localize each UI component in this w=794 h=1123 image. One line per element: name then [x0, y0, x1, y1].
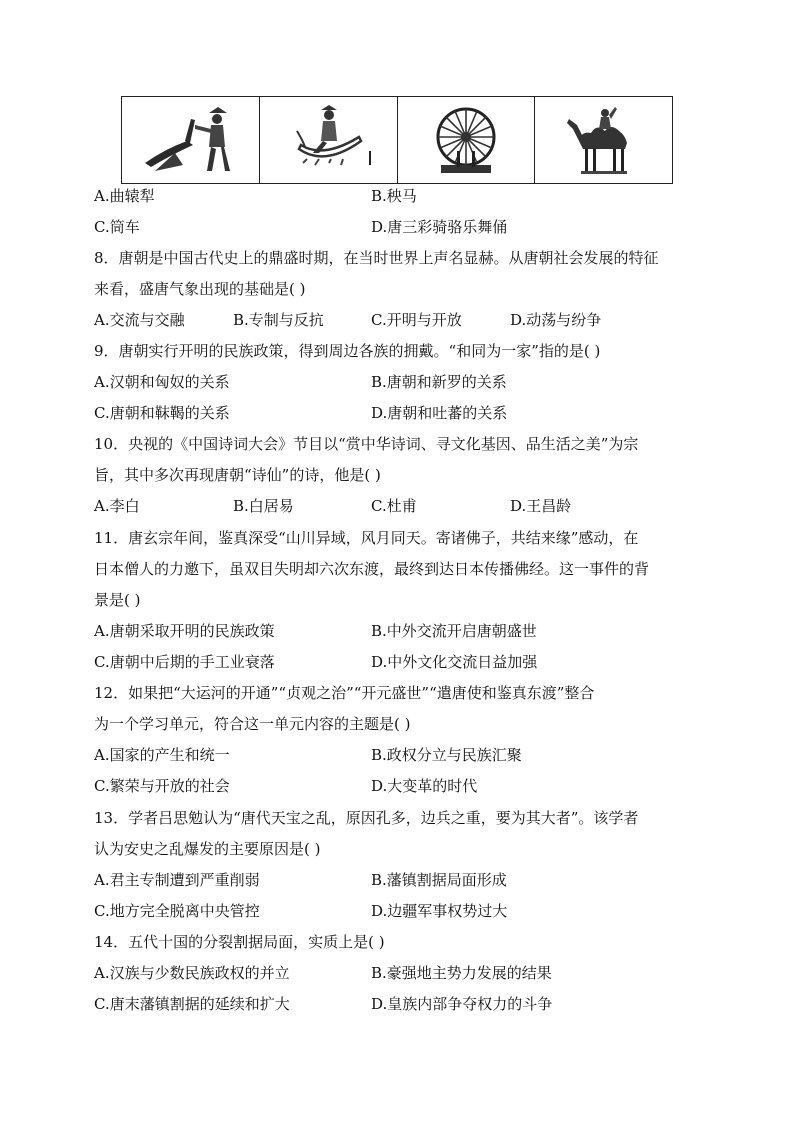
- q13-stem-line-2: 认为安史之乱爆发的主要原因是( ): [94, 840, 321, 858]
- q11-stem-line-1: 11．唐玄宗年间，鉴真深受“山川异域，风月同天。寄诸佛子，共结来缘”感动，在: [94, 529, 639, 547]
- q12-options-row-1: [94, 744, 704, 766]
- q9-stem-line-1: 9．唐朝实行开明的民族政策，得到周边各族的拥戴。“和同为一家”指的是( ): [94, 342, 601, 360]
- q13-stem-line-1: 13．学者吕思勉认为“唐代天宝之乱，原因孔多，边兵之重，要为其大者”。该学者: [94, 809, 639, 827]
- q13-option-d[interactable]: D.边疆军事权势过大: [371, 902, 508, 920]
- q13-option-c[interactable]: C.地方完全脱离中央管控: [94, 902, 260, 920]
- q12-option-d[interactable]: D.大变革的时代: [371, 777, 478, 795]
- q7-option-a[interactable]: A.曲辕犁: [94, 187, 155, 205]
- q8-stem-line-1: 8．唐朝是中国古代史上的鼎盛时期，在当时世界上声名显赫。从唐朝社会发展的特征: [94, 249, 659, 267]
- q9-option-b[interactable]: B.唐朝和新罗的关系: [371, 373, 507, 391]
- q14-option-a[interactable]: A.汉族与少数民族政权的并立: [94, 964, 290, 982]
- q13-options-row-2: [94, 900, 704, 922]
- q9-option-a[interactable]: A.汉朝和匈奴的关系: [94, 373, 230, 391]
- q9-option-c[interactable]: C.唐朝和靺鞨的关系: [94, 404, 230, 422]
- q7-option-c[interactable]: C.筒车: [94, 218, 140, 236]
- q14-stem-line-1: 14．五代十国的分裂割据局面，实质上是( ): [94, 933, 385, 951]
- q8-stem-line-2: 来看，盛唐气象出现的基础是( ): [94, 280, 306, 298]
- q11-option-b[interactable]: B.中外交流开启唐朝盛世: [371, 622, 537, 640]
- q14-options-row-1: [94, 962, 704, 984]
- q7-option-d[interactable]: D.唐三彩骑骆乐舞俑: [371, 218, 508, 236]
- q14-options-row-2: [94, 993, 704, 1015]
- q12-stem-line-1: 12．如果把“大运河的开通”“贞观之治”“开元盛世”“遣唐使和鉴真东渡”整合: [94, 684, 595, 702]
- q12-option-b[interactable]: B.政权分立与民族汇聚: [371, 746, 522, 764]
- q11-stem-line-3: 景是( ): [94, 591, 141, 609]
- q8-option-a[interactable]: A.交流与交融: [94, 311, 185, 329]
- q8-option-d[interactable]: D.动荡与纷争: [510, 311, 602, 329]
- q9-option-d[interactable]: D.唐朝和吐蕃的关系: [371, 404, 508, 422]
- seedling-horse-picture: [260, 97, 398, 183]
- plow-picture: [122, 97, 260, 183]
- q7-option-b[interactable]: B.秧马: [371, 187, 417, 205]
- water-wheel-picture: [398, 97, 536, 183]
- q11-option-c[interactable]: C.唐朝中后期的手工业衰落: [94, 653, 275, 671]
- q11-option-a[interactable]: A.唐朝采取开明的民族政策: [94, 622, 275, 640]
- q13-option-b[interactable]: B.藩镇割据局面形成: [371, 871, 507, 889]
- q10-options-row: [94, 495, 704, 517]
- q8-option-c[interactable]: C.开明与开放: [371, 311, 462, 329]
- q10-option-b[interactable]: B.白居易: [233, 497, 294, 515]
- q10-option-d[interactable]: D.王昌龄: [510, 497, 572, 515]
- q10-stem-line-1: 10．央视的《中国诗词大会》节目以“赏中华诗词、寻文化基因、品生活之美”为宗: [94, 435, 639, 453]
- q13-option-a[interactable]: A.君主专制遭到严重削弱: [94, 871, 260, 889]
- q11-stem-line-2: 日本僧人的力邀下，虽双目失明却六次东渡，最终到达日本传播佛经。这一事件的背: [94, 560, 650, 578]
- q14-option-d[interactable]: D.皇族内部争夺权力的斗争: [371, 995, 553, 1013]
- q9-options-row-1: [94, 371, 704, 393]
- q12-options-row-2: [94, 775, 704, 797]
- q13-options-row-1: [94, 869, 704, 891]
- q11-options-row-1: [94, 620, 704, 642]
- q14-option-b[interactable]: B.豪强地主势力发展的结果: [371, 964, 552, 982]
- q12-option-a[interactable]: A.国家的产生和统一: [94, 746, 230, 764]
- q12-option-c[interactable]: C.繁荣与开放的社会: [94, 777, 230, 795]
- q10-option-a[interactable]: A.李白: [94, 497, 140, 515]
- q8-options-row: [94, 309, 704, 331]
- q8-option-b[interactable]: B.专制与反抗: [233, 311, 324, 329]
- q10-option-c[interactable]: C.杜甫: [371, 497, 417, 515]
- q7-options-row-1: [94, 185, 704, 207]
- q7-options-row-2: [94, 216, 704, 238]
- tri-color-camel-figurine-picture: [535, 97, 672, 183]
- q9-options-row-2: [94, 402, 704, 424]
- q10-stem-line-2: 旨，其中多次再现唐朝“诗仙”的诗，他是( ): [94, 466, 381, 484]
- q12-stem-line-2: 为一个学习单元，符合这一单元内容的主题是( ): [94, 715, 411, 733]
- q14-option-c[interactable]: C.唐末藩镇割据的延续和扩大: [94, 995, 290, 1013]
- q11-options-row-2: [94, 651, 704, 673]
- q11-option-d[interactable]: D.中外文化交流日益加强: [371, 653, 538, 671]
- q7-image-table: [121, 96, 673, 184]
